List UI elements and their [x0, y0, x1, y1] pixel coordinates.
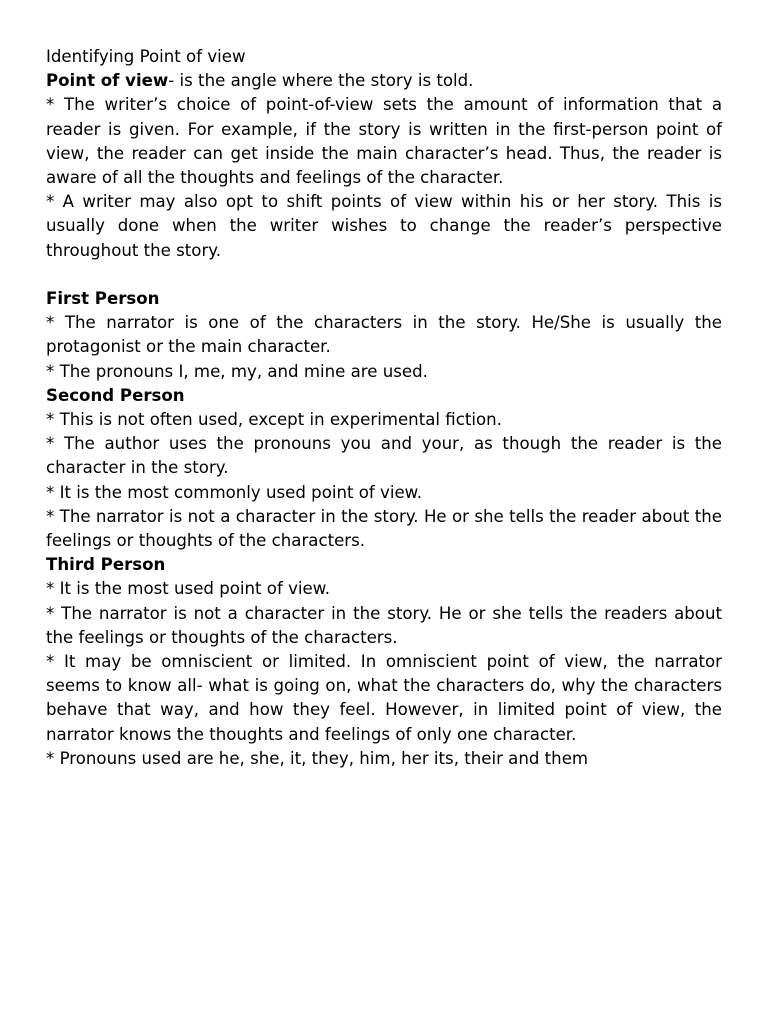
list-item: * It is the most commonly used point of view.	[46, 482, 423, 502]
list-item: * The narrator is one of the characters in the story. He/She is usually the protagonist or the main character.	[46, 313, 722, 357]
definition-text: - is the angle where the story is told.	[168, 71, 474, 91]
list-item: * The author uses the pronouns you and your, as though the reader is the character in the story.	[46, 434, 722, 478]
section-heading-first-person: First Person	[46, 289, 160, 309]
list-item: * It is the most used point of view.	[46, 579, 331, 599]
list-item: * The narrator is not a character in the story. He or she tells the readers about the feelings or thoughts of the characters.	[46, 603, 722, 647]
list-item: * The pronouns I, me, my, and mine are used.	[46, 361, 428, 381]
definition-paragraph	[46, 69, 722, 93]
list-item: * It may be omniscient or limited. In omniscient point of view, the narrator seems to know all- what is going on, what the characters do, why the characters behave that way, and how they feel. However, in limited point of view, the narrator knows the thoughts and feelings of only one character.	[46, 652, 722, 744]
blank-line	[46, 263, 722, 287]
list-item: * This is not often used, except in experimental fiction.	[46, 410, 502, 430]
document-page	[46, 45, 722, 771]
intro-point: * The writer’s choice of point-of-view sets the amount of information that a reader is given. For example, if the story is written in the first-person point of view, the reader can get inside the main character’s head. Thus, the reader is aware of all the thoughts and feelings of the character.	[46, 95, 722, 188]
list-item: * The narrator is not a character in the story. He or she tells the reader about the feelings or thoughts of the characters.	[46, 506, 722, 551]
document-title: Identifying Point of view	[46, 47, 246, 66]
definition-term: Point of view	[46, 71, 169, 91]
section-heading-second-person: Second Person	[46, 385, 185, 405]
intro-point: * A writer may also opt to shift points of view within his or her story. This is usually done when the writer wishes to change the reader’s perspective throughout the story.	[46, 192, 722, 260]
section-heading-third-person: Third Person	[46, 555, 166, 575]
list-item: * Pronouns used are he, she, it, they, him, her its, their and them	[46, 748, 589, 768]
